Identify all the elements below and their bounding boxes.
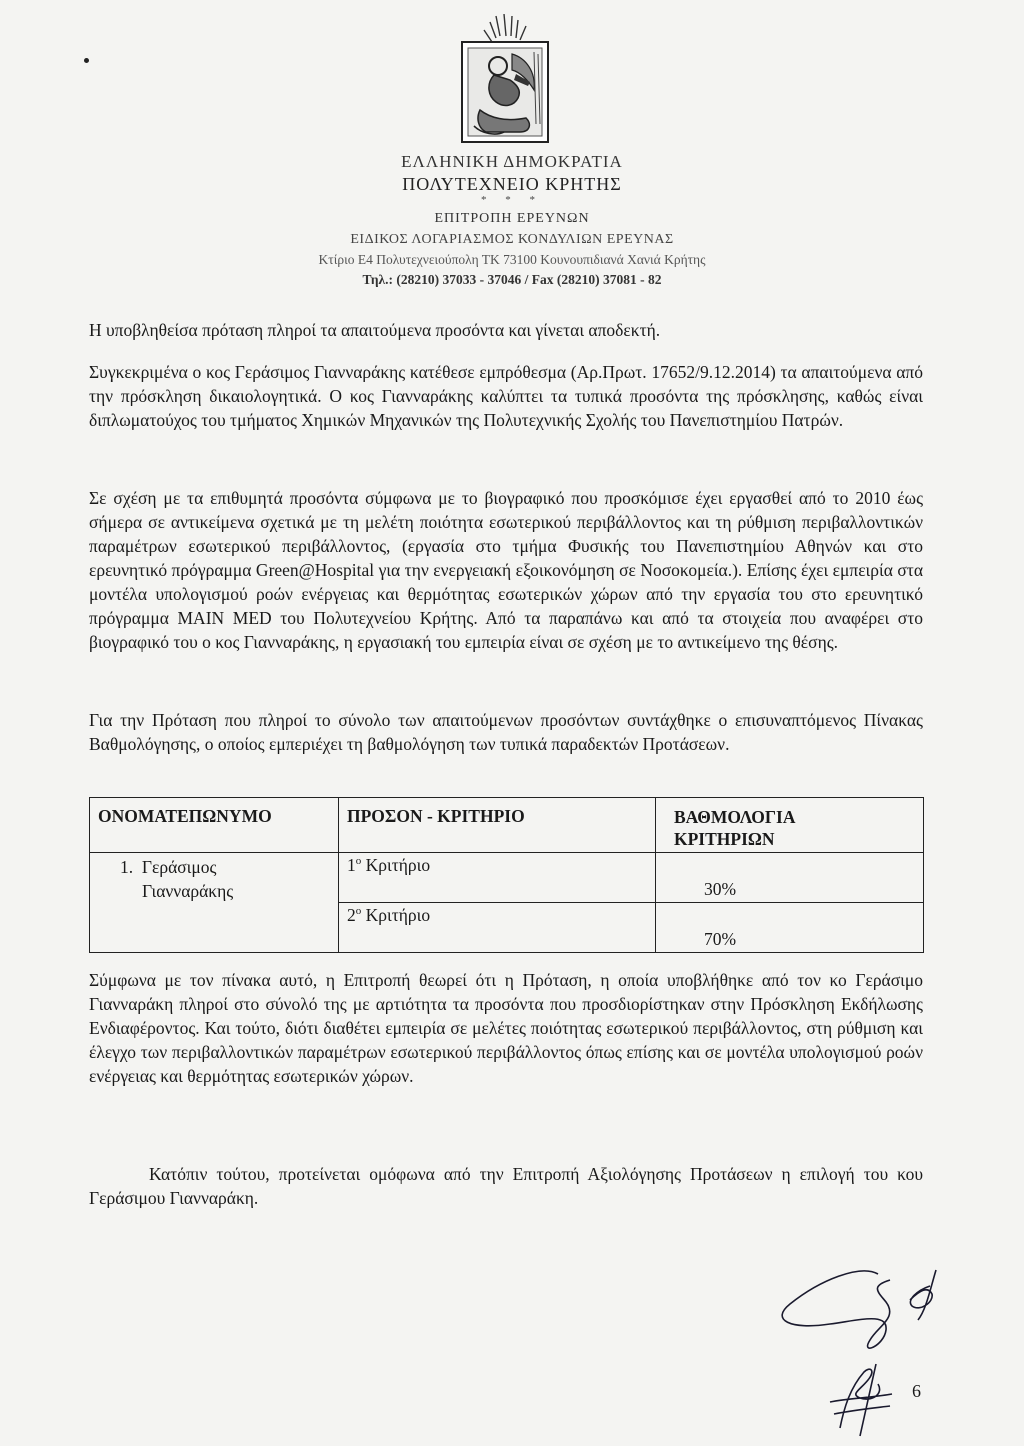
- university-logo: [456, 14, 554, 148]
- column-header-score: [656, 798, 924, 853]
- criterion-2-number: 2: [347, 905, 356, 925]
- address-line: Κτίριο Ε4 Πολυτεχνειούπολη ΤΚ 73100 Κουνουπιδιανά Χανιά Κρήτης: [318, 252, 706, 267]
- criterion-1-score: 30%: [704, 879, 737, 899]
- account-heading: ΕΙΔΙΚΟΣ ΛΟΓΑΡΙΑΣΜΟΣ ΚΟΝΔΥΛΙΩΝ ΕΡΕΥΝΑΣ: [350, 232, 674, 247]
- paragraph-qualifications: Σε σχέση με τα επιθυμητά προσόντα σύμφωνα με το βιογραφικό που προσκόμισε έχει εργασθεί από το 2010 έως σήμερα σε αντικείμενα σχετικά με τη μελέτη ποιότητα εσωτερικού περιβάλλοντος και τη ρύθμιση περιβαλλοντικών παραμέτρων εσωτερικού περιβάλλοντος, (εργασία στο τμήμα Φυσικής του Πανεπιστημίου Αθηνών και στο ερευνητικό πρόγραμμα Green@Hospital για την ενεργειακή εξοικονόμηση σε Νοσοκομεία.). Επίσης έχει εμπειρία στα μοντέλα υπολογισμού ροών ενέργειας και θερμότητας εσωτερικών χώρων από την εργασία του στο ερευνητικό πρόγραμμα MAIN MED του Πολυτεχνείου Κρήτης. Από τα παραπάνω και από τα στοιχεία που αναφέρει στο βιογραφικό του ο κος Γιανναράκης, η εργασιακή του εμπειρία είναι σε σχέση με το αντικείμενο της θέσης.: [89, 488, 923, 652]
- phone-line: Τηλ.: (28210) 37033 - 37046 / Fax (28210) 37081 - 82: [362, 272, 662, 287]
- criterion-2-ordinal: ο: [355, 905, 362, 918]
- column-header-name: ΟΝΟΜΑΤΕΠΩΝΥΜΟ: [90, 798, 339, 853]
- criterion-1-label: Κριτήριο: [365, 855, 431, 875]
- candidate-number: 1.: [120, 857, 134, 877]
- criterion-1-ordinal: ο: [355, 855, 362, 868]
- paragraph-recommendation: Κατόπιν τούτου, προτείνεται ομόφωνα από την Επιτροπή Αξιολόγησης Προτάσεων η επιλογή του κου Γεράσιμου Γιανναράκη.: [89, 1164, 923, 1208]
- paragraph-acceptance: Η υποβληθείσα πρόταση πληροί τα απαιτούμενα προσόντα και γίνεται αποδεκτή.: [89, 320, 661, 340]
- paragraph-scoring-table-intro: Για την Πρόταση που πληροί το σύνολο των απαιτούμενων προσόντων συντάχθηκε ο επισυναπτόμενος Πίνακας Βαθμολόγησης, ο οποίος εμπεριέχει τη βαθμολόγηση των τυπικά παραδεκτών Προτάσεων.: [89, 710, 923, 754]
- university-heading: ΠΟΛΥΤΕΧΝΕΙΟ ΚΡΗΤΗΣ: [402, 174, 622, 194]
- signature-upper: [760, 1260, 990, 1360]
- signature-lower: [820, 1358, 910, 1438]
- criterion-2-label: Κριτήριο: [365, 905, 431, 925]
- table-row: [90, 853, 924, 903]
- criterion-2-score-cell: [656, 903, 924, 953]
- criterion-1-score-cell: [656, 853, 924, 903]
- table-header-row: [90, 798, 924, 853]
- scoring-table: [89, 797, 924, 953]
- candidate-name-cell: [90, 853, 339, 953]
- criterion-2-score: 70%: [704, 929, 737, 949]
- candidate-last-name: Γιανναράκης: [142, 881, 234, 901]
- page-number: 6: [912, 1381, 921, 1401]
- criterion-1-number: 1: [347, 855, 356, 875]
- criterion-2-cell: [339, 903, 656, 953]
- paragraph-submission: Συγκεκριμένα ο κος Γεράσιμος Γιανναράκης κατέθεσε εμπρόθεσμα (Αρ.Πρωτ. 17652/9.12.2014) τα απαιτούμενα από την πρόσκληση δικαιολογητικά. Ο κος Γιανναράκης καλύπτει τα τυπικά προσόντα της πρόσκλησης, καθώς είναι διπλωματούχος του τμήματος Χημικών Μηχανικών της Πολυτεχνικής Σχολής του Πανεπιστημίου Πατρών.: [89, 362, 923, 430]
- column-header-score-text: ΒΑΘΜΟΛΟΓΙΑ ΚΡΙΤΗΡΙΩΝ: [674, 807, 795, 849]
- committee-heading: ΕΠΙΤΡΟΠΗ ΕΡΕΥΝΩΝ: [434, 211, 590, 226]
- criterion-1-cell: [339, 853, 656, 903]
- scan-mark: [84, 58, 89, 63]
- paragraph-committee-opinion: Σύμφωνα με τον πίνακα αυτό, η Επιτροπή θεωρεί ότι η Πρόταση, η οποία υποβλήθηκε από τον κο Γεράσιμο Γιανναράκη πληροί στο σύνολό της με αρτιότητα τα προσόντα που προσδιορίστηκαν στην Πρόσκληση Εκδήλωσης Ενδιαφέροντος. Και τούτο, διότι διαθέτει εμπειρία σε μελέτες ποιότητας εσωτερικού περιβάλλοντος, στη ρύθμιση και έλεγχο των περιβαλλοντικών παραμέτρων εσωτερικού περιβάλλοντος όπως επίσης και σε μοντέλα υπολογισμού ροών ενέργειας και θερμότητας εσωτερικών χώρων.: [89, 970, 923, 1086]
- heading-stars: * * *: [481, 194, 543, 206]
- candidate-first-name: Γεράσιμος: [141, 857, 217, 877]
- country-heading: ΕΛΛΗΝΙΚΗ ΔΗΜΟΚΡΑΤΙΑ: [401, 152, 623, 171]
- column-header-criterion: ΠΡΟΣΟΝ - ΚΡΙΤΗΡΙΟ: [339, 798, 656, 853]
